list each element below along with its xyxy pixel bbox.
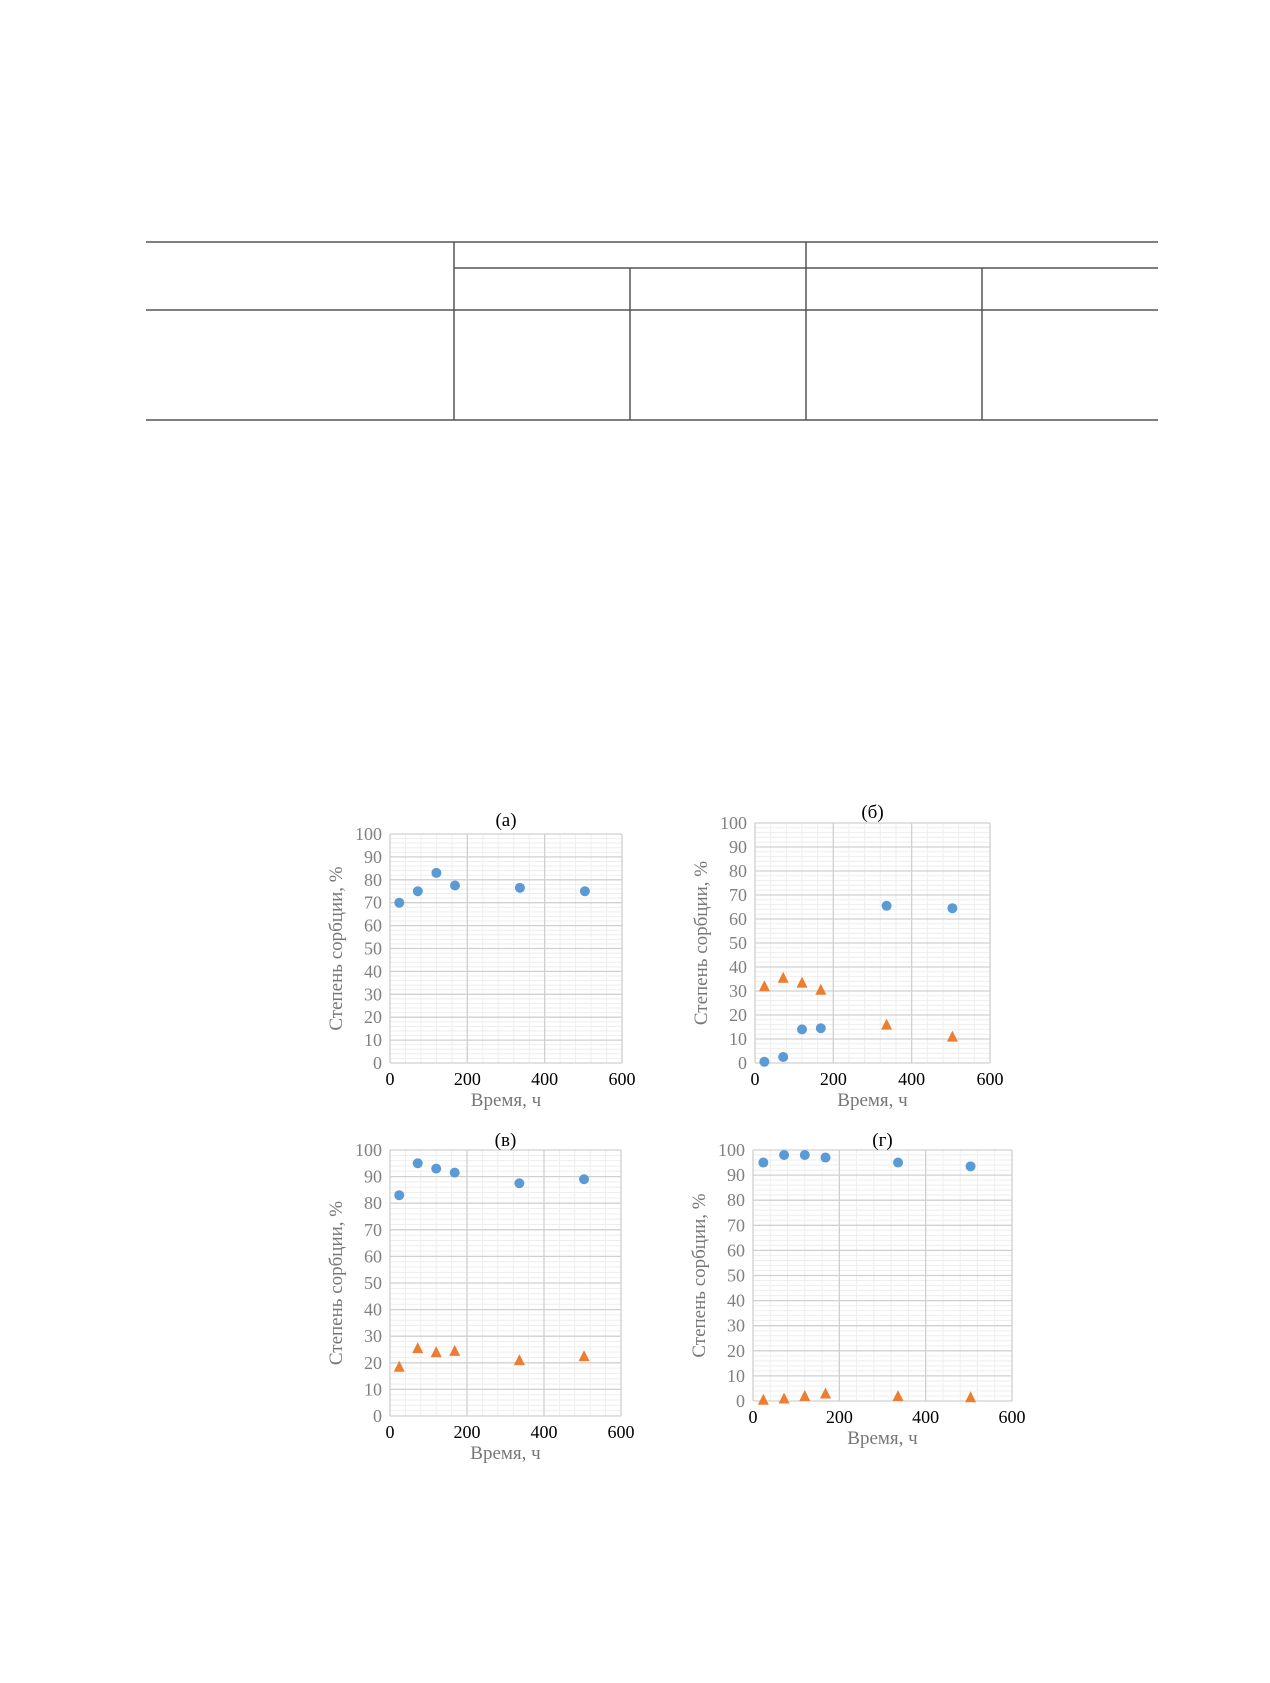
x-tick-label: 600: [976, 1069, 1004, 1089]
y-tick-label: 50: [364, 1273, 382, 1293]
data-point-circle: [893, 1158, 903, 1168]
y-tick-label: 60: [364, 1246, 382, 1267]
y-tick-label: 20: [364, 1007, 382, 1028]
x-tick-label: 400: [531, 1069, 559, 1089]
y-tick-label: 30: [364, 984, 382, 1005]
x-tick-label: 0: [385, 1069, 395, 1089]
x-tick-label: 600: [607, 1422, 635, 1442]
x-axis-title: Время, ч: [470, 1090, 542, 1111]
y-tick-label: 0: [373, 1053, 382, 1073]
y-tick-label: 20: [729, 1005, 747, 1025]
y-tick-label: 80: [729, 861, 747, 881]
y-tick-label: 90: [364, 846, 382, 867]
y-tick-label: 60: [727, 1240, 745, 1261]
y-tick-label: 50: [727, 1265, 745, 1286]
x-tick-label: 400: [530, 1422, 558, 1442]
y-tick-label: 50: [364, 938, 382, 959]
y-tick-label: 10: [727, 1365, 745, 1386]
data-point-circle: [779, 1150, 789, 1160]
y-tick-label: 40: [729, 957, 747, 977]
x-tick-label: 200: [825, 1407, 853, 1427]
panel-title: (а): [495, 810, 517, 831]
y-tick-label: 100: [720, 813, 747, 833]
y-tick-label: 0: [373, 1406, 382, 1426]
y-tick-label: 60: [729, 909, 747, 929]
y-tick-label: 70: [727, 1215, 745, 1236]
y-tick-label: 10: [364, 1379, 382, 1400]
data-point-triangle: [965, 1391, 976, 1402]
y-tick-label: 20: [727, 1340, 745, 1361]
data-point-triangle: [758, 1394, 769, 1405]
y-tick-label: 100: [718, 1140, 745, 1160]
y-tick-label: 60: [364, 915, 382, 936]
x-tick-label: 200: [453, 1069, 481, 1089]
panel-title: (б): [861, 802, 884, 823]
y-axis-title: Степень сорбции, %: [326, 866, 347, 1031]
y-tick-label: 70: [729, 885, 747, 905]
x-tick-label: 200: [819, 1069, 847, 1089]
x-tick-label: 600: [608, 1069, 636, 1089]
y-tick-label: 30: [364, 1326, 382, 1347]
y-tick-label: 10: [729, 1029, 747, 1049]
x-tick-label: 400: [912, 1407, 940, 1427]
y-tick-label: 100: [355, 1140, 382, 1160]
y-axis-title: Степень сорбции, %: [691, 860, 712, 1026]
x-axis-title: Время, ч: [837, 1090, 908, 1111]
x-axis-title: Время, ч: [470, 1443, 541, 1464]
y-tick-label: 80: [364, 1193, 382, 1214]
y-tick-label: 80: [727, 1190, 745, 1211]
y-tick-label: 0: [738, 1053, 747, 1073]
x-axis-title: Время, ч: [847, 1428, 918, 1449]
x-tick-label: 0: [748, 1407, 758, 1427]
y-tick-label: 90: [364, 1166, 382, 1187]
x-tick-label: 0: [750, 1069, 760, 1089]
y-tick-label: 20: [364, 1352, 382, 1373]
y-tick-label: 0: [736, 1391, 745, 1411]
data-point-circle: [821, 1153, 831, 1163]
x-tick-label: 200: [453, 1422, 481, 1442]
panel-title: (в): [494, 1130, 517, 1151]
y-tick-label: 90: [729, 837, 747, 857]
panel-title: (г): [872, 1130, 893, 1151]
data-point-circle: [800, 1150, 810, 1160]
y-tick-label: 90: [727, 1165, 745, 1186]
y-tick-label: 40: [727, 1290, 745, 1311]
y-tick-label: 80: [364, 869, 382, 890]
y-tick-label: 30: [729, 981, 747, 1001]
x-tick-label: 400: [898, 1069, 926, 1089]
data-point-circle: [966, 1161, 976, 1171]
x-tick-label: 0: [385, 1422, 395, 1442]
y-tick-label: 30: [727, 1315, 745, 1336]
data-point-circle: [758, 1158, 768, 1168]
y-tick-label: 40: [364, 1299, 382, 1320]
y-tick-label: 100: [355, 824, 382, 844]
y-axis-title: Степень сорбции, %: [326, 1200, 347, 1366]
y-axis-title: Степень сорбции, %: [689, 1193, 710, 1358]
x-tick-label: 600: [998, 1407, 1026, 1427]
y-tick-label: 50: [729, 933, 747, 953]
y-tick-label: 70: [364, 892, 382, 913]
y-tick-label: 40: [364, 961, 382, 982]
y-tick-label: 10: [364, 1030, 382, 1051]
y-tick-label: 70: [364, 1219, 382, 1240]
